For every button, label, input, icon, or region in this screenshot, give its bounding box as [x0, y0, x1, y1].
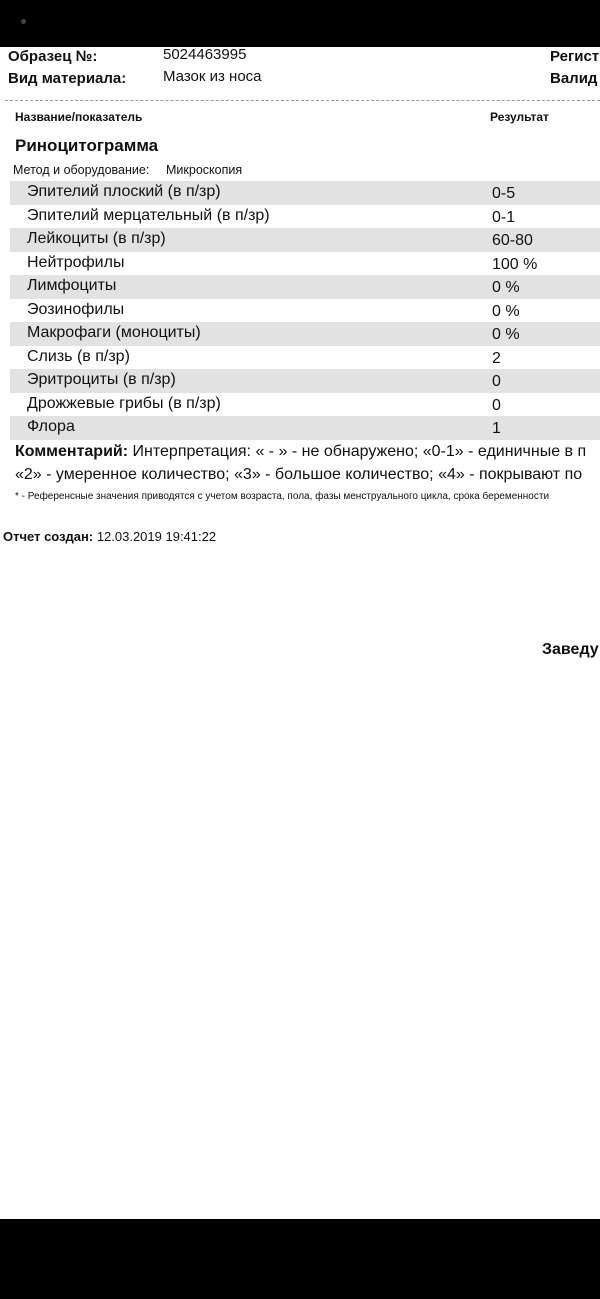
report-created-value: 12.03.2019 19:41:22	[96, 529, 217, 544]
row-value: 0 %	[492, 302, 520, 320]
column-header-result: Результат	[490, 110, 549, 124]
comment-text-1: Интерпретация: « - » - не обнаружено; «0-1» - единичные в п	[132, 443, 587, 460]
table-row	[10, 205, 600, 229]
table-row	[10, 252, 600, 276]
row-name: Макрофаги (моноциты)	[27, 324, 201, 341]
row-value: 0	[492, 373, 501, 390]
report-created	[3, 529, 216, 544]
method-value: Микроскопия	[166, 163, 243, 177]
validation-label: Валид	[550, 70, 598, 87]
row-name: Эозинофилы	[27, 300, 125, 318]
comment-label: Комментарий:	[15, 443, 129, 460]
navigation-bar	[0, 1219, 600, 1299]
method-label: Метод и оборудование:	[13, 163, 150, 177]
comment-line-1	[15, 443, 586, 461]
table-row	[10, 228, 600, 252]
table-row	[10, 181, 600, 205]
sample-number-label: Образец №:	[8, 48, 98, 65]
table-row	[10, 416, 600, 440]
row-value: 0	[492, 396, 501, 414]
material-type-label: Вид материала:	[8, 70, 127, 87]
report-created-label: Отчет создан:	[3, 529, 94, 544]
row-name: Флора	[27, 418, 75, 435]
results-table	[10, 181, 600, 440]
row-value: 100 %	[492, 255, 538, 273]
row-name: Лимфоциты	[27, 277, 117, 294]
table-row	[10, 369, 600, 393]
row-value: 0-1	[492, 208, 516, 226]
table-row	[10, 346, 600, 370]
row-value: 0 %	[492, 326, 520, 343]
row-name: Лейкоциты (в п/зр)	[27, 230, 166, 247]
column-header-name: Название/показатель	[15, 110, 143, 124]
row-name: Эпителий плоский (в п/зр)	[27, 183, 221, 200]
table-row	[10, 322, 600, 346]
comment-line-2: «2» - умеренное количество; «3» - большое количество; «4» - покрывают по	[15, 466, 583, 483]
row-name: Дрожжевые грибы (в п/зр)	[27, 394, 221, 412]
registration-label: Регист	[550, 48, 600, 65]
header-divider	[5, 100, 600, 101]
status-bar	[0, 0, 600, 47]
row-value: 0-5	[492, 185, 516, 202]
row-value: 0 %	[492, 279, 520, 296]
row-name: Эпителий мерцательный (в п/зр)	[27, 206, 270, 224]
signature-title: Заведу	[542, 641, 599, 658]
camera-dot-icon	[21, 19, 26, 24]
lab-report-page[interactable]	[0, 47, 600, 1219]
footnote: * - Референсные значения приводятся с учетом возраста, пола, фазы менструального цикла, срока беременности	[15, 491, 550, 502]
table-row	[10, 393, 600, 417]
row-name: Эритроциты (в п/зр)	[27, 371, 176, 388]
section-title: Риноцитограмма	[15, 136, 159, 155]
row-value: 2	[492, 349, 501, 367]
table-row	[10, 299, 600, 323]
row-name: Нейтрофилы	[27, 253, 125, 271]
row-value: 60-80	[492, 232, 533, 249]
sample-number-value: 5024463995	[163, 47, 247, 63]
row-name: Слизь (в п/зр)	[27, 347, 130, 365]
row-value: 1	[492, 420, 501, 437]
material-type-value: Мазок из носа	[163, 68, 262, 85]
table-row	[10, 275, 600, 299]
